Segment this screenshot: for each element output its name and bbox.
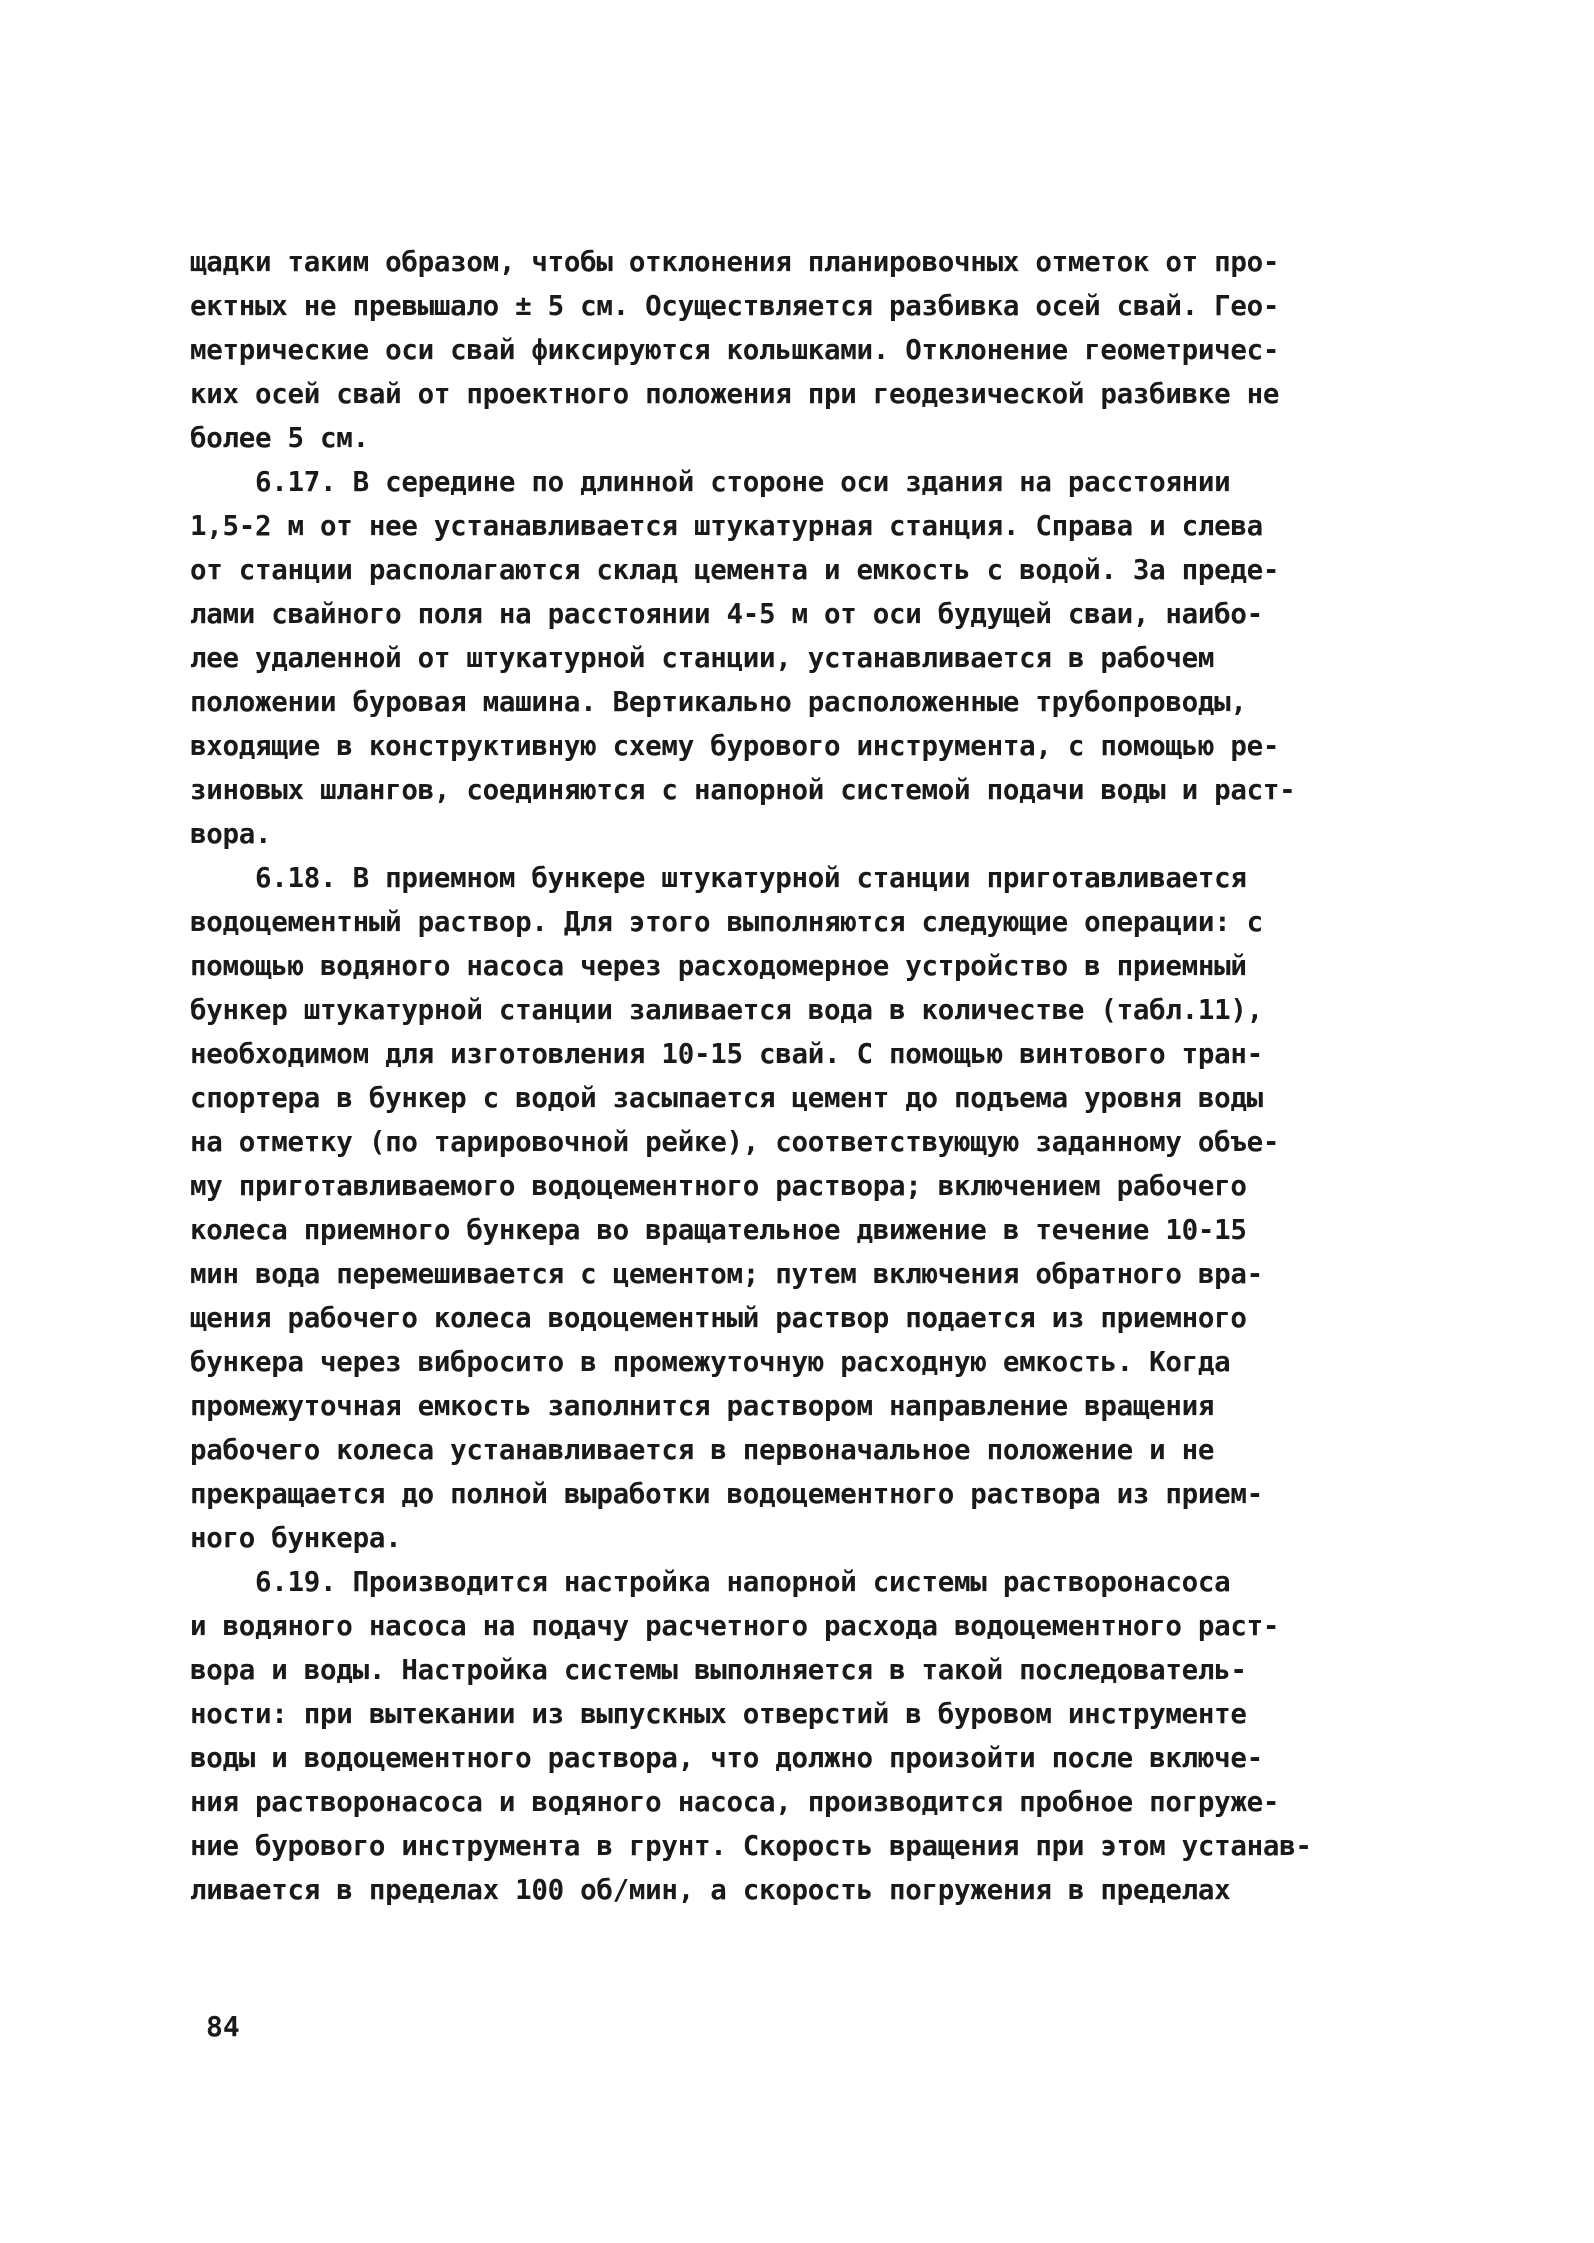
- text-line: спортера в бункер с водой засыпается цемент до подъема уровня воды: [190, 1082, 1263, 1114]
- text-line: колеса приемного бункера во вращательное движение в течение 10-15: [190, 1214, 1247, 1246]
- text-line: водоцементный раствор. Для этого выполняются следующие операции: с: [190, 906, 1263, 938]
- paragraph-6-18-start: 6.18. В приемном бункере штукатурной станции приготавливается: [190, 862, 1247, 894]
- text-line: мин вода перемешивается с цементом; путем включения обратного вра-: [190, 1258, 1263, 1290]
- text-line: необходимом для изготовления 10-15 свай. С помощью винтового тран-: [190, 1038, 1263, 1070]
- text-line: зиновых шлангов, соединяются с напорной системой подачи воды и раст-: [190, 774, 1296, 806]
- text-line: щадки таким образом, чтобы отклонения планировочных отметок от про-: [190, 246, 1280, 278]
- text-line: прекращается до полной выработки водоцементного раствора из прием-: [190, 1478, 1263, 1510]
- text-line: 1,5-2 м от нее устанавливается штукатурная станция. Справа и слева: [190, 510, 1263, 542]
- text-line: более 5 см.: [190, 422, 369, 454]
- text-line: от станции располагаются склад цемента и емкость с водой. За преде-: [190, 554, 1280, 586]
- text-line: ектных не превышало ± 5 см. Осуществляется разбивка осей свай. Гео-: [190, 290, 1280, 322]
- text-line: вора.: [190, 818, 272, 850]
- text-line: метрические оси свай фиксируются кольшками. Отклонение геометричес-: [190, 334, 1280, 366]
- paragraph-6-19-start: 6.19. Производится настройка напорной системы растворонасоса: [190, 1566, 1231, 1598]
- text-line: лее удаленной от штукатурной станции, устанавливается в рабочем: [190, 642, 1215, 674]
- text-line: и водяного насоса на подачу расчетного расхода водоцементного раст-: [190, 1610, 1280, 1642]
- body-text: [190, 240, 1450, 1912]
- text-line: промежуточная емкость заполнится раствором направление вращения: [190, 1390, 1215, 1422]
- text-line: ния растворонасоса и водяного насоса, производится пробное погруже-: [190, 1786, 1280, 1818]
- text-line: рабочего колеса устанавливается в первоначальное положение и не: [190, 1434, 1215, 1466]
- text-line: лами свайного поля на расстоянии 4-5 м от оси будущей сваи, наибо-: [190, 598, 1263, 630]
- text-line: воды и водоцементного раствора, что должно произойти после включе-: [190, 1742, 1263, 1774]
- text-line: ного бункера.: [190, 1522, 402, 1554]
- text-line: ких осей свай от проектного положения при геодезической разбивке не: [190, 378, 1280, 410]
- text-line: вора и воды. Настройка системы выполняется в такой последователь-: [190, 1654, 1247, 1686]
- paragraph-6-17-start: 6.17. В середине по длинной стороне оси здания на расстоянии: [190, 466, 1231, 498]
- text-line: му приготавливаемого водоцементного раствора; включением рабочего: [190, 1170, 1247, 1202]
- text-line: ние бурового инструмента в грунт. Скорость вращения при этом устанав-: [190, 1830, 1312, 1862]
- text-line: бункера через вибросито в промежуточную расходную емкость. Когда: [190, 1346, 1231, 1378]
- text-line: ности: при вытекании из выпускных отверстий в буровом инструменте: [190, 1698, 1247, 1730]
- page-number: 84: [206, 2010, 240, 2043]
- text-line: на отметку (по тарировочной рейке), соответствующую заданному объе-: [190, 1126, 1280, 1158]
- text-line: щения рабочего колеса водоцементный раствор подается из приемного: [190, 1302, 1247, 1334]
- text-line: ливается в пределах 100 об/мин, а скорость погружения в пределах: [190, 1874, 1231, 1906]
- text-line: входящие в конструктивную схему бурового инструмента, с помощью ре-: [190, 730, 1280, 762]
- text-line: помощью водяного насоса через расходомерное устройство в приемный: [190, 950, 1247, 982]
- text-line: бункер штукатурной станции заливается вода в количестве (табл.11),: [190, 994, 1263, 1026]
- text-line: положении буровая машина. Вертикально расположенные трубопроводы,: [190, 686, 1247, 718]
